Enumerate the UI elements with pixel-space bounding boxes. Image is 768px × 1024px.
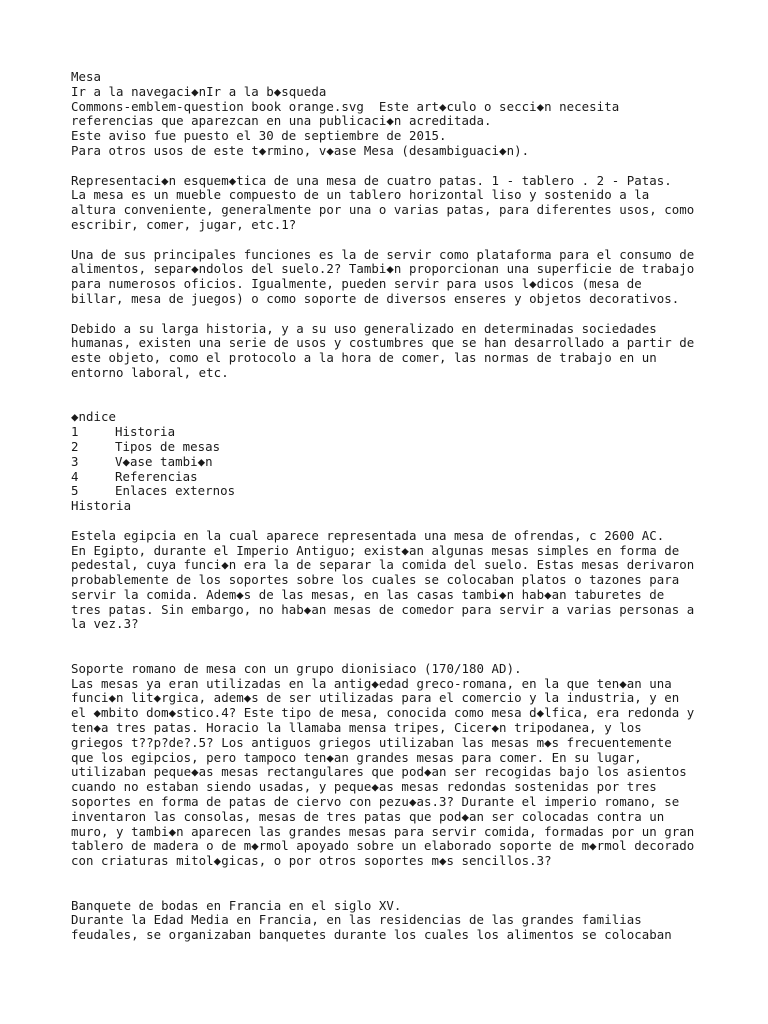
notice-block: [71, 100, 761, 159]
toc-item-label[interactable]: Enlaces externos: [115, 483, 236, 499]
table-of-contents: [71, 410, 761, 499]
paragraph-line: tablero de madera o de m◆rmol apoyado sobre un elaborado soporte de m◆rmol decorado: [71, 838, 695, 854]
toc-item-number: 5: [71, 483, 79, 499]
page-title: Mesa: [71, 69, 102, 84]
paragraph-line: este objeto, como el protocolo a la hora de comer, las normas de trabajo en un: [71, 350, 657, 366]
paragraph-line: Durante la Edad Media en Francia, en las residencias de las grandes familias: [71, 912, 642, 928]
toc-item-number: 4: [71, 468, 79, 484]
paragraph-line: ten◆a tres patas. Horacio la llamaba mensa tripes, Cicer◆n tripodanea, y los: [71, 720, 642, 736]
paragraph-line: alimentos, separ◆ndolos del suelo.2? Tambi◆n proporcionan una superficie de trabajo: [71, 261, 695, 277]
toc-item[interactable]: [71, 455, 761, 470]
toc-item-label[interactable]: V◆ase tambi◆n: [115, 453, 213, 469]
caption-line: Banquete de bodas en Francia en el siglo XV.: [71, 897, 402, 913]
paragraph-line: feudales, se organizaban banquetes durante los cuales los alimentos se colocaban: [71, 927, 672, 943]
paragraph-line: altura conveniente, generalmente por una o varias patas, para diferentes usos, como: [71, 202, 695, 218]
paragraph-line: tres patas. Sin embargo, no hab◆an mesas de comedor para servir a varias personas a: [71, 601, 695, 617]
toc-item-number: 2: [71, 438, 79, 454]
paragraph-line: inventaron las consolas, mesas de tres patas que pod◆an ser colocadas contra un: [71, 808, 665, 824]
toc-item-label[interactable]: Historia: [115, 424, 176, 440]
paragraph-line: Las mesas ya eran utilizadas en la antig◆edad greco-romana, en la que ten◆an una: [71, 675, 672, 691]
toc-item-number: 3: [71, 453, 79, 469]
paragraph-line: muro, y tambi◆n aparecen las grandes mesas para servir comida, formadas por un gran: [71, 823, 695, 839]
paragraph-line: utilizaban peque◆as mesas rectangulares que pod◆an ser recogidas bajo los asientos: [71, 764, 687, 780]
notice-line: referencias que aparezcan en una publicaci◆n acreditada.: [71, 113, 492, 129]
paragraph-line: pedestal, cuya funci◆n era la de separar la comida del suelo. Estas mesas derivaron: [71, 557, 695, 573]
caption-line: Estela egipcia en la cual aparece representada una mesa de ofrendas, c 2600 AC.: [71, 527, 665, 543]
paragraph-line: griegos t??p?de?.5? Los antiguos griegos utilizaban las mesas m◆s frecuentemente: [71, 734, 672, 750]
paragraph-line: Debido a su larga historia, y a su uso generalizado en determinadas sociedades: [71, 320, 657, 336]
paragraph-line: entorno laboral, etc.: [71, 364, 229, 380]
paragraph-line: funci◆n lit◆rgica, adem◆s de ser utilizadas para el comercio y la industria, y en: [71, 690, 680, 706]
paragraph-line: billar, mesa de juegos) o como soporte de diversos enseres y objetos decorativos.: [71, 290, 680, 306]
paragraph-line: La mesa es un mueble compuesto de un tablero horizontal liso y sostenido a la: [71, 187, 650, 203]
paragraph-line: que los egipcios, pero tampoco ten◆an grandes mesas para comer. En su lugar,: [71, 749, 642, 765]
disambiguation-line: Para otros usos de este t◆rmino, v◆ase Mesa (desambiguaci◆n).: [71, 142, 530, 158]
toc-item[interactable]: [71, 470, 761, 485]
paragraph-line: En Egipto, durante el Imperio Antiguo; exist◆an algunas mesas simples en forma de: [71, 542, 680, 558]
paragraph-line: la vez.3?: [71, 616, 139, 632]
toc-item[interactable]: [71, 425, 761, 440]
paragraph-line: servir la comida. Adem◆s de las mesas, en las casas tambi◆n hab◆an taburetes de: [71, 586, 665, 602]
toc-item-number: 1: [71, 424, 79, 440]
paragraph-line: humanas, existen una serie de usos y costumbres que se han desarrollado a partir de: [71, 335, 695, 351]
caption-line: Representaci◆n esquem◆tica de una mesa de cuatro patas. 1 - tablero . 2 - Patas.: [71, 172, 672, 188]
toc-item[interactable]: [71, 484, 761, 499]
paragraph-line: el ◆mbito dom◆stico.4? Este tipo de mesa, conocida como mesa d◆lfica, era redonda y: [71, 705, 695, 721]
caption-line: Soporte romano de mesa con un grupo dionisiaco (170/180 AD).: [71, 660, 522, 676]
history-paragraph-1: [71, 529, 761, 633]
intro-paragraph-2: [71, 248, 761, 307]
intro-paragraph-3: [71, 322, 761, 381]
section-heading: Historia: [71, 498, 132, 514]
toc-item[interactable]: [71, 440, 761, 455]
nav-links[interactable]: Ir a la navegaci◆nIr a la b◆squeda: [71, 83, 327, 99]
paragraph-line: soportes en forma de patas de ciervo con pezu◆as.3? Durante el imperio romano, se: [71, 794, 680, 810]
document-page: [71, 70, 761, 943]
notice-line: Commons-emblem-question book orange.svg Este art◆culo o secci◆n necesita: [71, 98, 620, 114]
paragraph-line: para numerosos oficios. Igualmente, pueden servir para usos l◆dicos (mesa de: [71, 276, 642, 292]
paragraph-line: con criaturas mitol◆gicas, o por otros soportes m◆s sencillos.3?: [71, 853, 552, 869]
toc-heading: ◆ndice: [71, 409, 117, 425]
paragraph-line: probablemente de los soportes sobre los cuales se colocaban platos o tazones para: [71, 572, 680, 588]
toc-item-label[interactable]: Referencias: [115, 468, 198, 484]
intro-paragraph-1: [71, 174, 761, 233]
history-paragraph-2: [71, 662, 761, 869]
notice-line: Este aviso fue puesto el 30 de septiembre de 2015.: [71, 128, 447, 144]
paragraph-line: cuando no estaban siendo usadas, y peque◆as mesas redondas sostenidas por tres: [71, 779, 657, 795]
history-paragraph-3: [71, 899, 761, 943]
paragraph-line: Una de sus principales funciones es la de servir como plataforma para el consumo de: [71, 246, 695, 262]
paragraph-line: escribir, comer, jugar, etc.1?: [71, 216, 297, 232]
toc-item-label[interactable]: Tipos de mesas: [115, 438, 221, 454]
